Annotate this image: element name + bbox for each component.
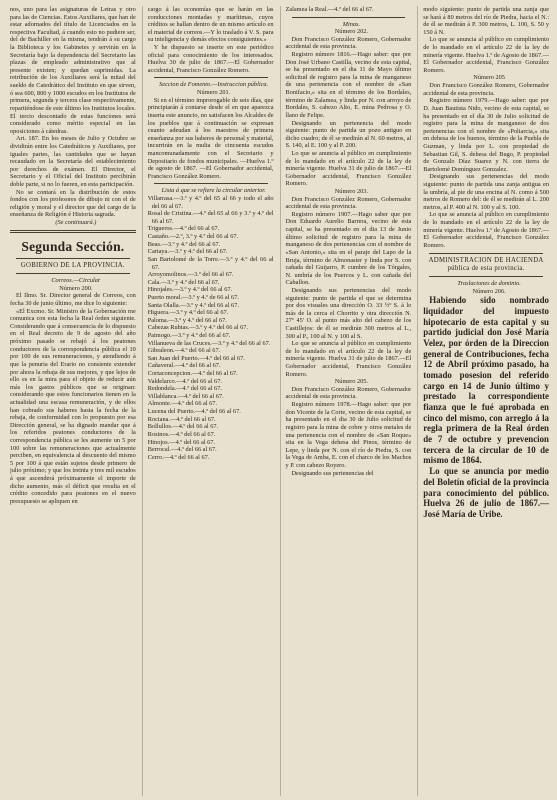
column-4 xyxy=(417,6,549,796)
column-3 xyxy=(280,6,412,796)
list-item: Villanueva de las Cruces.—3.º y 4.º del 66 al 67. xyxy=(147,339,271,347)
paragraph: cargo á las economías que se harán en las conducciones montadas y marítimas, cuyos créditos se hallan dentro de un mismo artículo en el material de correos.—Y lo traslado á V. S. para su inteligencia y demás efectos consiguientes.» xyxy=(147,6,274,44)
column-2 xyxy=(142,6,274,796)
paragraph: No se contará en la distribución de estos fondos con los profesores de dibujo ni con el de religión y moral y el director que del cargo de la enseñanza de Religión é Historia sagrada. xyxy=(10,188,136,219)
list-item: Gibraleon.—4.º del 66 al 67. xyxy=(147,347,221,355)
continuation-note: (Se continuará.) xyxy=(55,219,97,227)
paragraph: Don Francisco González Romero, Gobernador accidental de esta provincia. xyxy=(285,385,412,401)
section-title: Segunda Sección. xyxy=(21,238,125,254)
heading: Lista á que se refiere la circular anterior. xyxy=(161,187,266,195)
list-item: Trigueros.—4.º del 66 al 67. xyxy=(147,225,220,233)
list-item: Rosal de Cristina.—4.º del 65 al 66 y 3.º y 4.º del 66 al 67. xyxy=(147,210,274,225)
list-item: Rociana.—4.º del 66 al 67. xyxy=(147,415,216,423)
paragraph: nos, uno para las asignaturas de Letras y otro para las de Ciencias. Estos Auxiliares, que han de estar adornados del título de Licenciados en la respectiva Facultad, á cuando esto no pudiere ser, del de Bachiller en la misma, tendrán á su cargo la Biblioteca y los Gabinetes y servirán en la Secretaría bajo la dependencia del Secretario las plazas de empleado administrativo que al presente existen; y quedan suprimidas. La retribución de los Auxiliares será la mitad del sueldo de Catedrático del Instituto en que sirven, ó sea 600, 800 y 1000 escudos en los Institutos de primera, segunda y tercera clase respectivamente, repartiéndose de este último los Institutos locales. El tercio descontado de estas funciones será considerado como mérito especial en las oposiciones á cátedras. xyxy=(10,6,136,135)
list-item: Paloma.—3.º y 4.º del 66 al 67. xyxy=(147,316,227,324)
paragraph: Y he dispuesto se inserte en este periódico oficial para conocimiento de los interesados. Huelva 30 de julio de 1867.—El Gobernador accidental, Francisco González Romero. xyxy=(147,44,274,74)
notice-number: Número 202. xyxy=(334,28,368,36)
paragraph: Lo que se anuncia al público en cumplimiento de lo mandado en el artículo 22 de la ley de minería vigente. Huelva 31 de julio de 1867.—El Gobernador accidental, Francisco González Romero. xyxy=(285,340,412,378)
divider xyxy=(154,183,268,184)
notice-number: Número 203. xyxy=(334,188,368,196)
paragraph: Registro número 1978.—Hago saber: que por don Vicente de la Corte, vecino de esta capital, se ha presentado en el dia 30 de Julio solicitud de registro para la mina de cobre y otros metales de una pertenencia con el nombre de «San Roque» sita en la Vega dehesa del Pinos, término de Lepe, y linda por N. con el río de Piedra, S. con la Vega de Amba, E. con el charco de los Machos y P. con cabezo Royero. xyxy=(285,401,412,469)
debtor-list xyxy=(148,195,274,461)
list-item: San Juan del Puerto.—4.º del 66 al 67. xyxy=(147,354,245,362)
list-item: Villarrasa.—3.º y 4.º del 65 al 66 y todo el año del 66 al 67. xyxy=(147,195,274,210)
list-item: Cala.—3.º y 4.º del 66 al 67. xyxy=(147,278,220,286)
paragraph: Don Francisco González Romero, Gobernador accidental de esta provincia. xyxy=(285,195,412,211)
list-item: Cabezas Rubias.—3.º y 4.º del 66 al 67. xyxy=(147,324,249,332)
list-item: Zalamea la Real.—4.º del 66 al 67. xyxy=(285,6,374,13)
list-item: Hinojales.—3.º y 4.º del 66 al 67. xyxy=(147,286,233,294)
paragraph: Habiendo sido nombrado liquidador del impuesto hipotecario de esta capital y su partido judicial don José María Velez, por órden de la Direccion general de Contribuciones, fecha 12 de Abril próximo pasado, ha tomado posesion del referido cargo en 14 de Junio último y prestado la correspondiente fianza que le fué aprobada en cinco del mismo, con arreglo á la regla primera de la Real órden de 7 de octubre y prevencion tercera de la circular de 10 de mismo de 1864. xyxy=(423,295,549,466)
divider xyxy=(10,230,136,233)
paragraph: Art. 187. En los meses de Julio y Octubre se dividirán entre los Catedráticos y Auxiliares, por iguales partes, las cantidades que se hayan recaudado en la Secretaría del establecimiento por derechos de exámen. El Director, el Secretario y el Oficial del Instituto percibirán doble parte, si no lo fueren, en esta participación. xyxy=(10,135,136,189)
heading: Correos.—Circular xyxy=(51,277,101,285)
paragraph: «El Excmo. Sr. Ministro de la Gobernación me comunica con esta fecha la Real órden siguiente. Considerando que á consecuencia de lo dispuesto en el Real decreto de 9 de agosto del año próximo pasado se rebajó á los peatones conductores de la correspondencia pública el 10 por 100 de sus remuneraciones, y atendiendo á que la penuria del Erario no consiente extender por ahora la rebaja de sus mejores, y que lejos de ello es en la mira para el objeto de reducir aún más los gastos públicos que se originan: considerando que estos funcionarios tienen en la actualidad una escasa remuneración, y de ellos han cobrado sus haberes hasta la fecha de la rebaja, de conformidad con lo propuesto por esa Dirección general, se ha dignado mandar que á los referidos peatones conductores de la correspondencia pública se les aumente un 5 por 100 sobre las remuneraciones que actualmente perciben, en equivalencia al descuento del mismo 5 por 100 á que están sujetos desde primero de julio próximo; y que los treinta y tres mil escudos á que ascenderá próximamente el importe de dicho aumento, más el déficit que resulta en el crédito concedido para peatones en el nuevo presupuesto se apliquen en xyxy=(10,307,136,505)
list-item: Rosinos.—4.º del 66 al 67. xyxy=(147,430,216,438)
list-item: Paimogo.—3.º y 4.º del 66 al 67. xyxy=(147,331,231,339)
section-subtitle: ADMINISTRACION DE HACIENDA pública de esta provincia. xyxy=(428,256,544,272)
paragraph: Registro número 1907.—Hago saber que por Don Eduardo Aurelio Barrera, vecino de esta capital, se ha presentado en el dia 13 de Junio último solicitud de registro para la mina de manganeso de dos pertenencias con el nombre de «San Antonio,» sita en el paraje del Lapo de la Bruja, término de Almonaster y linda por S. con cañada del Guijarro, P. cumbre de los Tórgales, N. umbría de los Puercos y L. con cañada del Caballon. xyxy=(285,210,412,287)
list-item: Hinojos.—4.º del 66 al 67. xyxy=(147,438,215,446)
list-item: Castaño.—2.º, 3.º y 4.º del 66 al 67. xyxy=(147,233,239,241)
divider xyxy=(16,273,130,274)
list-item: Beas.—3.º y 4.º del 66 al 67. xyxy=(147,240,221,248)
paragraph: Si en el término improrogable de seis días, que principiarán á contarse desde el en que aparezca inserta este anuncio, no satisfacen los Alcaldes de los pueblos que á continuación se expresan cuanto adeudan á los maestros de primera enseñanza por sus haberes de personal y material, incurrirán en la multa de cincuenta escudos mancomunadamente con el Secretario y Depositario de fondos municipales. —Huelva 1.º de agosto de 1867. —El Gobernador accidental, Francisco González Romero. xyxy=(147,96,274,180)
paragraph: modo siguiente: punto de partida una zanja que se hará á 80 metros del río de Piedra, hacia el N.: de él se medirán á P. 300 metros, L. 100, S. 50 y 150 á N. xyxy=(423,6,549,36)
paragraph: Lo que se anuncia al público en cumplimiento de lo mandado en el artículo 22 de la ley de minería vigente. Huelva 1.º de Agosto de 1867.—El Gobernador accidental, Francisco González Romero. xyxy=(423,211,549,249)
heading: Minas. xyxy=(342,20,361,28)
divider xyxy=(154,77,268,78)
list-item: Puerto moral.—3.º y 4.º de 66 al 67. xyxy=(147,293,239,301)
list-item: Almonte.—4.º del 66 al 67. xyxy=(147,400,218,408)
list-item: Berrocal.—4.º del 66 al 67. xyxy=(147,446,217,454)
divider xyxy=(429,276,543,277)
notice-number: Número 205 xyxy=(473,74,505,82)
list-item: Higuera.—3.º y 4.º del 66 al 67. xyxy=(147,309,229,317)
paragraph: Registro número 1816.—Hago saber: que por Don José Urbano Castilla, vecino de esta capital, se ha presentado en el dia 11 de Mayo último solicitud de registro para la mina de manganeso de una pertenencia con el nombre de «San Bonifacio,» sita en el término de los Bordales, término de Zalamea, y linda por N. con arroyo de Bordales, S. cabezo Alto, E. mina Pedrosa y O. llano de Felipe. xyxy=(285,51,412,119)
notice-number: Número 201. xyxy=(197,89,231,97)
paragraph: Registro número 1979.—Hago saber: que por D. Juan Bautista Nido, vecino de esta capital, se ha presentado en el día 30 de Julio solicitud de registro para la mina de manganeso de dos pertenencias con el nombre de «Poliarcia,» sita en dehesa de los buenos, término de la Puebla de Guzman, y linda por L. con propiedad de Sebastian Gil, S. dehesa del Bugo, P. propiedad de Gonzalo Díaz Suarez y N. con tierra de Bartolomé Domínguez Gonzalez. xyxy=(423,97,549,173)
paragraph: Don Francisco González Romero, Gobernador accidental de esta provincia. xyxy=(285,35,412,51)
paragraph: Lo que se anuncia al público en cumplimiento de lo mandado en el artículo 22 de la ley de minería vigente. Huelva 31 de julio de 1867.—El Gobernador accidental, Francisco González Romero. xyxy=(285,149,412,188)
notice-number: Número 205. xyxy=(334,378,368,386)
section-subtitle: GOBIERNO DE LA PROVINCIA. xyxy=(20,262,125,269)
paragraph: Designando un pertenencia del modo siguiente: punto de partida un pozo antiguo en dicho cuadro; de él se medirán al N. 60 metros, al S. 140, al E. 100 y al P. 200. xyxy=(285,119,412,150)
divider xyxy=(16,258,130,259)
column-1 xyxy=(10,6,136,796)
list-item: Villablanca.—4.º del 66 al 67. xyxy=(147,392,224,400)
heading: Seccion de Fomento.—Instruccion pública. xyxy=(159,81,269,89)
list-item: Cañaveral.—4.º del 66 al 67. xyxy=(147,362,221,370)
paragraph: Designando sus pertenencias del xyxy=(291,469,374,477)
notice-number: Número 206. xyxy=(472,287,506,295)
list-item: Cartaya.—3.º y 4.º del 66 al 67. xyxy=(147,248,228,256)
list-item: Valdelarco.—4.º del 66 al 67. xyxy=(147,377,222,385)
list-item: Bollullos.—4.º del 66 al 67. xyxy=(147,423,219,431)
paragraph: Lo que se anuncia por medio del Boletín oficial de la provincia para conocimiento del público. Huelva 26 de julio de 1867.—José María de Uribe. xyxy=(423,466,549,519)
list-item: Santa Olalla.—3.º y 4.º del 66 al 67. xyxy=(147,301,239,309)
list-item: San Bartolomé de la Torre.—3.º y 4.º del 66 al 67. xyxy=(147,255,274,271)
list-item: Cerro.—4.º del 66 al 67. xyxy=(147,453,210,461)
paragraph: Designando sus pertenencias del modo siguiente: punto de partida una zanja antigua en la umbría, al pie de una encina al N. como á 500 metros de Romero del: de él se medirán al L. 200 metros, al P. 400 al N. 100 y al S. 100. xyxy=(423,173,549,211)
paragraph: El Ilmo. Sr. Director general de Correos, con fecha 30 de junio último, me dice lo siguiente: xyxy=(10,292,136,308)
paragraph: Lo que se anuncia al público en cumplimiento de lo mandado en el artículo 22 de la ley de minería vigente. Huelva 1.º de Agosto de 1867.—El Gobernador accidental, Francisco González Romero. xyxy=(423,36,549,74)
list-item: Arroyomolinos.—3.º del 66 al 67. xyxy=(147,271,234,279)
divider xyxy=(292,17,406,18)
list-item: Lucena del Puerto.—4.º del 66 al 67. xyxy=(147,408,241,416)
paragraph: Designando sus pertenencias del modo siguiente: punto de partida el que se determina por dos visuales una dirección O. 33 ½º S. á lo más de la cerca el Chorrito y otra dirección N. 27º 45' O. al punto más alto del cabezo de los Castillejos: de él se medirán 300 metros al L., 300 al P., 100 al N. y 100 al S. xyxy=(285,286,412,340)
divider xyxy=(429,253,543,254)
list-item: Cortaconcepcion.—4.º del 66 al 67. xyxy=(147,370,238,378)
heading: Traslaciones de dominio. xyxy=(457,279,521,287)
paragraph: Don Francisco González Romero, Gobernador accidental de esta provincia. xyxy=(423,82,549,97)
notice-number: Número 200. xyxy=(59,284,93,292)
list-item: Redondela.—4.º del 66 al 67. xyxy=(147,385,222,393)
